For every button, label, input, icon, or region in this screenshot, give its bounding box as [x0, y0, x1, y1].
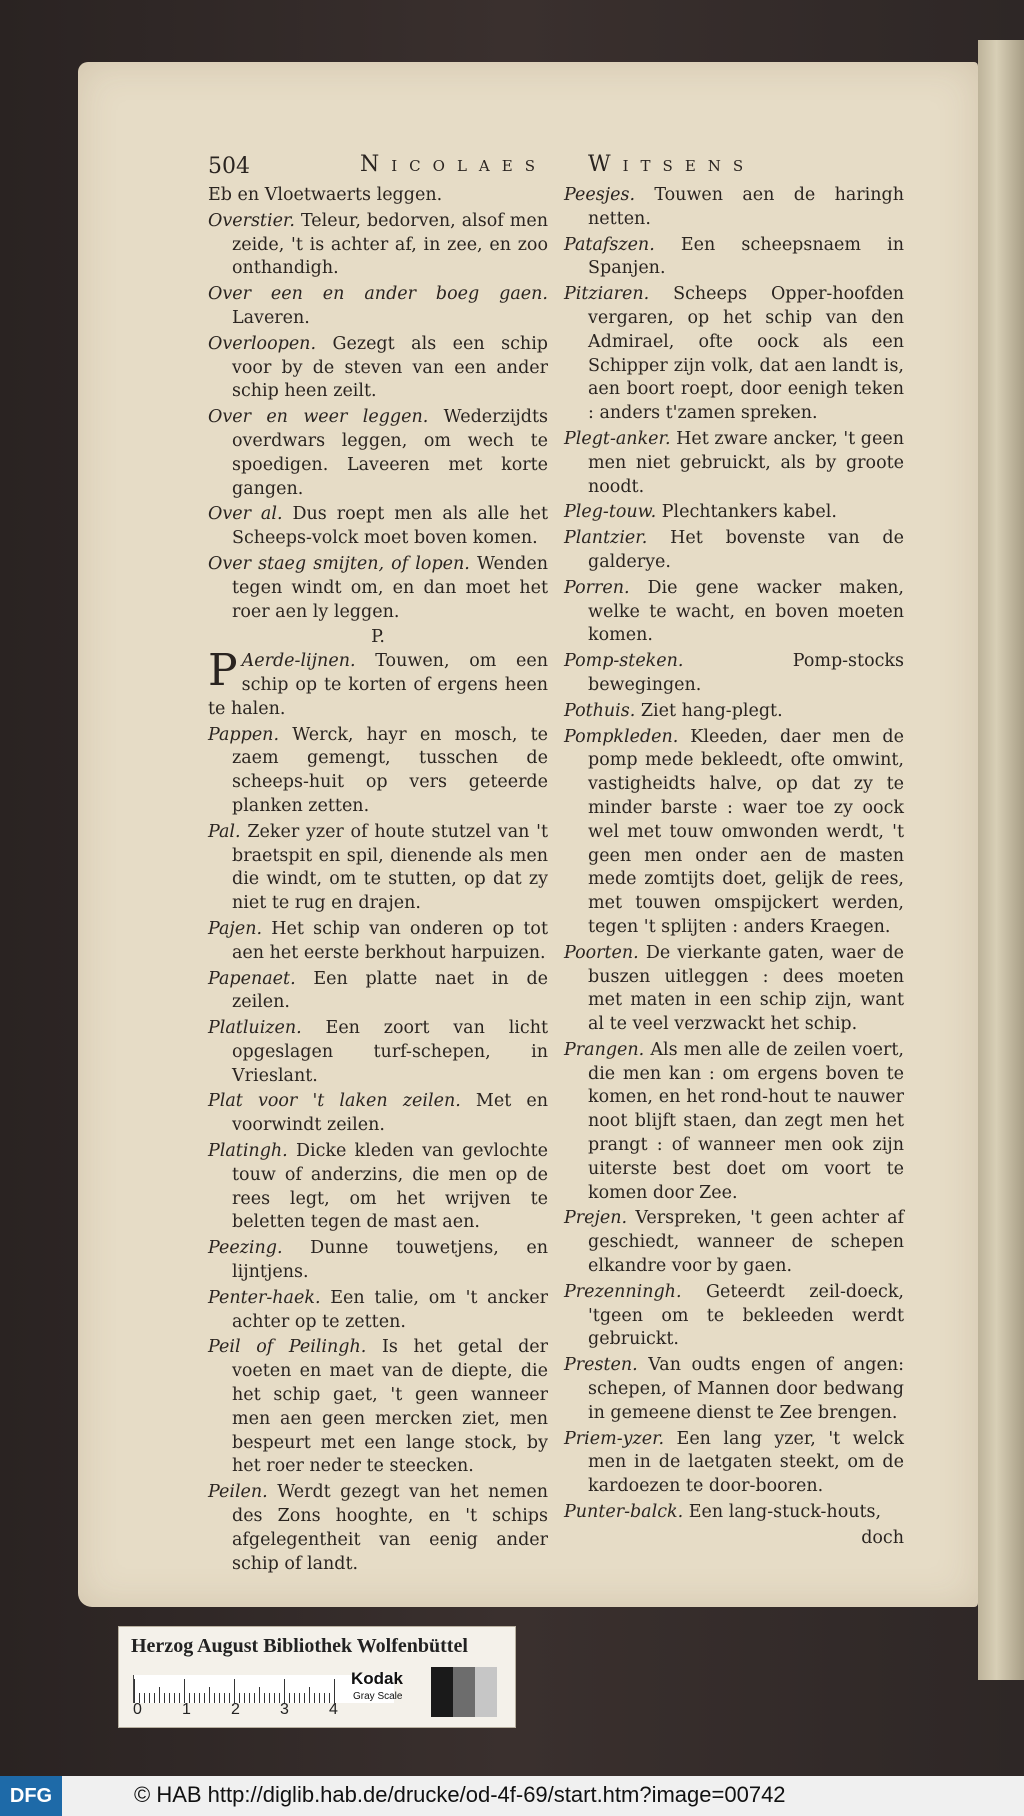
dictionary-entry [564, 527, 904, 575]
entry-term: Pomp-steken. [564, 651, 684, 672]
scale-tick [289, 1693, 290, 1703]
entry-definition: Een lang yzer, 't welck men in de laetgaten steekt, om de kardoezen te door-booren. [588, 1428, 904, 1497]
dictionary-entry [564, 942, 904, 1037]
scale-tick [294, 1693, 295, 1703]
dictionary-entry [208, 283, 548, 331]
drop-cap: P [208, 645, 238, 697]
entry-term: Porren. [564, 577, 630, 598]
entry-term: Priem-yzer. [564, 1428, 665, 1449]
entry-definition: Een lang-stuck-houts, [683, 1502, 882, 1523]
dfg-logo: DFG [0, 1776, 62, 1816]
dictionary-entry [564, 1501, 904, 1525]
dictionary-entry [208, 821, 548, 916]
entry-definition: Zeker yzer of houte stutzel van 't braetspit en spil, dienende als men die windt, om te stutten, op dat zy niet te rug en drajen. [232, 821, 548, 914]
entry-definition: Wenden tegen windt om, en dan moet het roer aen ly leggen. [232, 553, 548, 622]
entry-definition: Dunne touwetjens, en lijntjens. [232, 1238, 548, 1283]
dictionary-entry [564, 726, 904, 940]
scale-tick [194, 1693, 195, 1703]
entry-definition: Van oudts engen of angen: schepen, of Mannen door bedwang in gemeene dienst te Zee brengen. [588, 1355, 904, 1423]
scale-number: 2 [231, 1701, 240, 1718]
entry-definition: Geteerdt zeil-doeck, 'tgeen om te bekleeden werdt gebruickt. [588, 1281, 904, 1350]
entry-term: Overloopen. [208, 333, 317, 354]
swatch-dark-gray [453, 1667, 475, 1717]
dictionary-entry [564, 650, 904, 698]
scale-tick [284, 1679, 285, 1703]
dictionary-entry [564, 283, 904, 426]
dictionary-entry [208, 645, 548, 721]
footer-bar [0, 1776, 1024, 1816]
entry-term: Penter-haek. [208, 1287, 321, 1308]
dictionary-entry [208, 184, 548, 208]
scale-tick [249, 1693, 250, 1703]
scale-tick [274, 1693, 275, 1703]
scale-number: 4 [329, 1701, 338, 1718]
swatch-black [431, 1667, 453, 1717]
entry-definition: Die gene wacker maken, welke te wacht, en boven moeten komen. [588, 577, 904, 646]
scale-tick [204, 1693, 205, 1703]
scale-number: 0 [133, 1701, 142, 1718]
entry-term: Patafszen. [564, 234, 655, 255]
dictionary-entry [208, 406, 548, 501]
kodak-brand: Kodak [351, 1669, 403, 1688]
entry-term: Punter-balck. [564, 1502, 684, 1523]
scale-tick [209, 1687, 210, 1703]
entry-term: Plantzier. [564, 528, 648, 549]
library-label-card [118, 1626, 516, 1728]
entry-definition: Gezegt als een schip voor by de steven van een ander schip heen zeilt. [232, 333, 548, 402]
dictionary-entry [564, 234, 904, 282]
scale-tick [264, 1693, 265, 1703]
dictionary-entry [208, 333, 548, 404]
dictionary-entry [208, 1336, 548, 1479]
scale-number: 1 [182, 1701, 191, 1718]
entry-term: Presten. [564, 1355, 638, 1376]
entry-term: Peilen. [208, 1482, 268, 1503]
scale-tick [174, 1693, 175, 1703]
entry-term: Pitziaren. [564, 284, 650, 305]
entry-definition: Laveren. [232, 307, 310, 328]
scale-tick [149, 1693, 150, 1703]
scale-tick [259, 1687, 260, 1703]
entry-definition: Dus roept men als alle het Scheeps-volck moet boven komen. [232, 504, 548, 549]
scale-number: 3 [280, 1701, 289, 1718]
entry-term: Platingh. [208, 1141, 288, 1162]
entry-term: Aerde-lijnen. [241, 651, 356, 672]
entry-term: Pleg-touw. [564, 502, 657, 523]
entry-definition: De vierkante gaten, waer de buszen uitleggen : dees moeten met maten in een schip zijn, want al te veel verzwackt het schip. [588, 942, 904, 1035]
scale-tick [144, 1693, 145, 1703]
entry-term: Peil of Peilingh. [208, 1337, 367, 1358]
dictionary-entry [208, 553, 548, 624]
running-head-left: Nicolaes [360, 152, 547, 177]
entry-term: Prangen. [564, 1039, 645, 1060]
entry-definition: Ziet hang-plegt. [635, 700, 783, 721]
dictionary-entry [208, 1017, 548, 1088]
scale-tick [304, 1693, 305, 1703]
entry-definition: Het schip van onderen op tot aen het eerste berkhout harpuizen. [232, 918, 548, 963]
entry-definition: Het zware ancker, 't geen men niet gebruickt, als by groote noodt. [588, 428, 904, 497]
scale-tick [214, 1693, 215, 1703]
entry-term: Over staeg smijten, of lopen. [208, 553, 470, 574]
entry-definition: Teleur, bedorven, alsof men zeide, 't is achter af, in zee, en zoo onthandigh. [232, 210, 548, 279]
entry-term: Peezing. [208, 1238, 283, 1259]
entry-term: Platluizen. [208, 1018, 302, 1039]
dictionary-entry [208, 918, 548, 966]
gray-scale-label: Gray Scale [353, 1691, 403, 1702]
scale-tick [219, 1693, 220, 1703]
section-letter: P. [371, 627, 385, 648]
entry-definition: Een zoort van licht opgeslagen turf-schepen, in Vrieslant. [232, 1018, 548, 1086]
dictionary-entry [564, 1039, 904, 1206]
entry-definition: Werdt gezegt van het nemen des Zons hooghte, en 't schips afgelegentheit van eenig ander schip of landt. [232, 1482, 548, 1574]
dictionary-entry [208, 968, 548, 1016]
dictionary-entry [564, 1428, 904, 1499]
scale-tick [334, 1679, 335, 1703]
entry-term: Peesjes. [564, 185, 636, 205]
dictionary-entry [208, 1140, 548, 1235]
entry-definition: Een scheepsnaem in Spanjen. [588, 234, 904, 279]
entry-definition: Is het getal der voeten en maet van de diepte, die het schip gaet, 't geen wanneer men aen geen mercken ziet, men bespeurt met een lange stock, by het roer neder te steecken. [232, 1337, 548, 1477]
next-page-edge [978, 40, 1024, 1680]
scale-tick [199, 1693, 200, 1703]
dictionary-entry [208, 210, 548, 281]
dictionary-entry [564, 700, 904, 724]
entry-term: Plat voor 't laken zeilen. [208, 1091, 461, 1112]
entry-definition: Eb en Vloetwaerts leggen. [208, 185, 443, 205]
right-column [564, 184, 904, 1551]
scale-tick [244, 1693, 245, 1703]
entry-term: Overstier. [208, 210, 295, 231]
library-name: Herzog August Bibliothek Wolfenbüttel [131, 1635, 468, 1657]
swatch-light-gray [475, 1667, 497, 1717]
entry-definition: Verspreken, 't geen achter af geschiedt, wanneer de schepen elkandre voor by gaen. [588, 1208, 904, 1277]
entry-term: Papenaet. [208, 968, 296, 989]
scale-tick [164, 1693, 165, 1703]
left-column [208, 184, 548, 1578]
scale-tick [134, 1679, 135, 1703]
entry-definition: Pomp-stocks bewegingen. [588, 651, 904, 695]
scale-tick [184, 1679, 185, 1703]
scale-tick [229, 1693, 230, 1703]
entry-term: Pothuis. [564, 700, 636, 721]
running-head-right: Witsens [588, 152, 756, 177]
entry-definition: Met en voorwindt zeilen. [232, 1091, 548, 1136]
dictionary-entry [564, 577, 904, 648]
entry-term: Pompkleden. [564, 726, 679, 747]
scale-tick [299, 1693, 300, 1703]
dictionary-entry [564, 184, 904, 232]
entry-definition: Werck, hayr en mosch, te zaem gemengt, tusschen de scheeps-huit op vers geteerde planken zetten. [232, 724, 548, 816]
dictionary-entry [208, 1090, 548, 1138]
scale-tick [324, 1693, 325, 1703]
scale-tick [154, 1693, 155, 1703]
dictionary-entry [564, 428, 904, 499]
copyright-link[interactable]: © HAB http://diglib.hab.de/drucke/od-4f-69/start.htm?image=00742 [134, 1782, 786, 1807]
scale-tick [319, 1693, 320, 1703]
dictionary-entry [208, 1287, 548, 1335]
entry-term: Pajen. [208, 918, 263, 939]
scale-tick [254, 1693, 255, 1703]
entry-definition: Wederzijdts overdwars leggen, om wech te spoedigen. Laveeren met korte gangen. [232, 407, 548, 499]
entry-definition: Een talie, om 't ancker achter op te zetten. [232, 1287, 548, 1332]
entry-definition: Een platte naet in de zeilen. [232, 968, 548, 1013]
dictionary-entry [208, 1237, 548, 1285]
entry-term: Plegt-anker. [564, 428, 671, 449]
scale-tick [269, 1693, 270, 1703]
entry-term: Poorten. [564, 942, 639, 963]
entry-definition: Dicke kleden van gevlochte touw of anderzins, die men op de rees legt, om het wrijven te beletten tegen de mast aen. [232, 1141, 548, 1233]
entry-term: Prezenningh. [564, 1281, 682, 1302]
entry-definition: Als men alle de zeilen voert, die men kan : om ergens boven te komen, en het rond-hout te nauwer noot blijft staen, dan zegt men het prangt : of wanneer men ook zijn uiterste best doet om voort te komen door Zee. [588, 1039, 904, 1203]
entry-definition: Kleeden, daer men de pomp mede bekleedt, ofte omwint, vastigheidts halve, op dat zy te minder barste : waer toe zy oock wel met touw omwonden werdt, 't geen men onder aen de masten mede zomtijts doet, gelijk de rees, met touwen omspijckert werden, tegen 't splijten : anders Kraegen. [588, 726, 904, 937]
entry-definition: Plechtankers kabel. [656, 502, 837, 523]
catchword: doch [861, 1527, 904, 1548]
scale-tick [159, 1687, 160, 1703]
entry-term: Pal. [208, 821, 241, 842]
scale-tick [224, 1693, 225, 1703]
entry-term: Over en weer leggen. [208, 407, 429, 428]
entry-term: Prejen. [564, 1208, 628, 1229]
dictionary-entry [208, 1481, 548, 1576]
dictionary-entry [564, 501, 904, 525]
scale-tick [179, 1693, 180, 1703]
scale-tick [234, 1679, 235, 1703]
entry-term: Over een en ander boeg gaen. [208, 284, 548, 305]
entry-definition: Touwen, om een schip op te korten of ergens heen te halen. [208, 651, 548, 719]
scale-tick [309, 1687, 310, 1703]
entry-definition: Touwen aen de haringh netten. [588, 185, 904, 229]
page-number: 504 [208, 154, 250, 179]
dictionary-entry [564, 1354, 904, 1425]
scale-tick [169, 1693, 170, 1703]
dictionary-entry [208, 724, 548, 819]
entry-term: Over al. [208, 504, 283, 525]
entry-definition: Het bovenste van de galderye. [588, 528, 904, 572]
dictionary-entry [208, 503, 548, 551]
dictionary-entry [564, 1207, 904, 1278]
scale-tick [314, 1693, 315, 1703]
entry-term: Pappen. [208, 724, 280, 745]
dictionary-entry [564, 1281, 904, 1352]
entry-definition: Scheeps Opper-hoofden vergaren, op het schip van den Admirael, ofte oock als een Schipper zijn volk, dat aen landt is, aen boort roept, door eenigh teken : anders t'zamen spreken. [588, 284, 904, 424]
